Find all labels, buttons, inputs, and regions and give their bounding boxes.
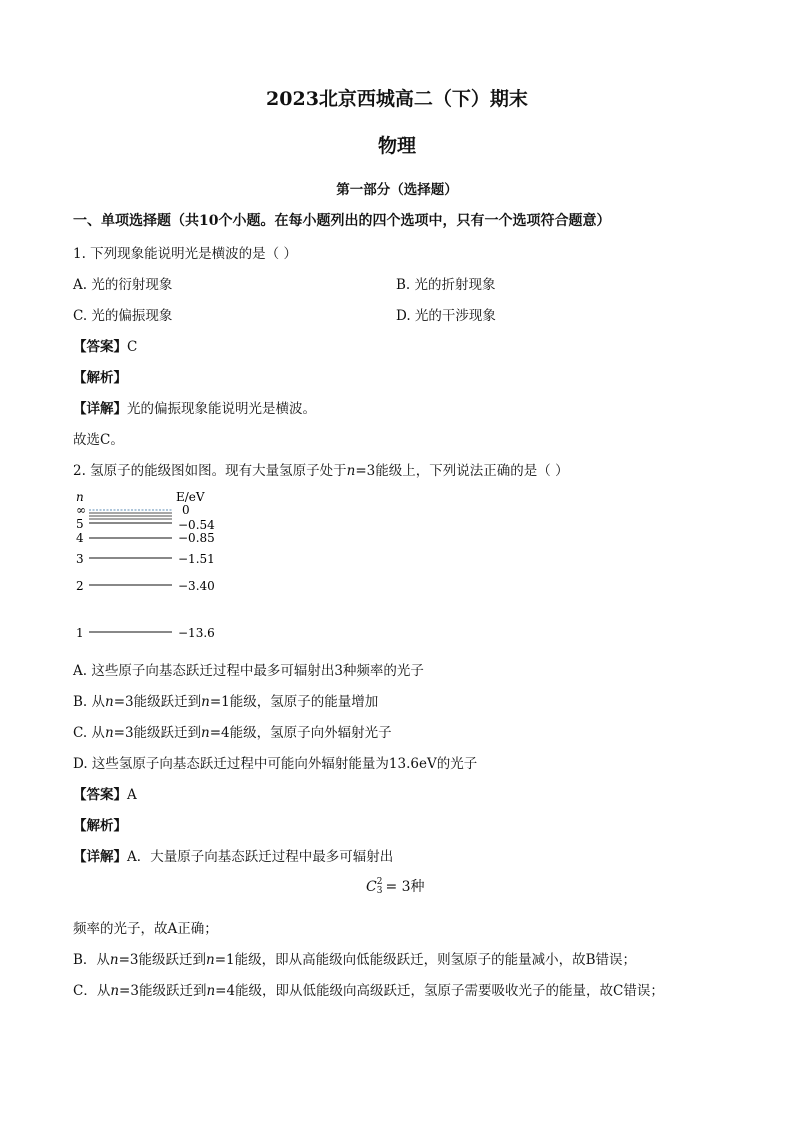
level-e-3: −1.51 (178, 552, 215, 566)
detail-text: =4能级，即从低能级向高级跃迁，氢原子需要吸收光子的能量，故C错误； (215, 983, 664, 999)
level-e-4: −0.85 (178, 531, 215, 545)
detail-var: n (206, 983, 216, 999)
detail-text: =3能级跃迁到 (118, 952, 207, 968)
level-n-5: 5 (76, 517, 84, 531)
energy-level-diagram (70, 486, 230, 646)
level-e-1: −13.6 (178, 626, 215, 640)
detail-text: =1能级，即从高能级向低能级跃迁，则氢原子的能量减小，故B错误； (214, 952, 637, 968)
option-var: n (201, 725, 210, 741)
axis-label-energy: E/eV (176, 490, 205, 504)
detail-tag: 【详解】 (73, 849, 127, 865)
detail-var: n (109, 952, 119, 968)
stem-var: n (346, 463, 356, 479)
answer-tag: 【答案】 (73, 339, 127, 355)
level-n-1: 1 (76, 626, 84, 640)
option-text: =3能级跃迁到 (113, 725, 202, 741)
option-var: n (104, 725, 114, 741)
q2-detail-a2: 频率的光子，故A正确； (73, 921, 218, 937)
option-text: =1能级，氢原子的能量增加 (209, 694, 379, 710)
level-e-5: −0.54 (178, 518, 215, 532)
q1-option-d: D. 光的干涉现象 (396, 308, 496, 324)
detail-var: n (110, 983, 120, 999)
detail-text: C．从 (73, 983, 111, 999)
stem-pre: 2. 氢原子的能级图如图。现有大量氢原子处于 (73, 463, 347, 479)
detail-text: A．大量原子向基态跃迁过程中最多可辐射出 (127, 849, 394, 865)
axis-label-n: n (76, 490, 84, 504)
option-var: n (105, 694, 114, 710)
q2-detail-c (73, 979, 664, 999)
q2-answer (73, 783, 137, 803)
q1-stem: 1. 下列现象能说明光是横波的是（ ） (73, 246, 297, 262)
detail-text: 光的偏振现象能说明光是横波。 (127, 401, 316, 417)
option-var: n (201, 694, 210, 710)
q1-detail (73, 397, 316, 417)
formula-symbol: C (366, 879, 377, 895)
q1-option-b: B. 光的折射现象 (396, 277, 496, 293)
detail-var: n (206, 952, 215, 968)
stem-post: =3能级上，下列说法正确的是（ ） (355, 463, 569, 479)
subject-title: 物理 (377, 135, 416, 157)
option-text: C. 从 (73, 725, 105, 741)
q1-option-c: C. 光的偏振现象 (73, 308, 173, 324)
q2-stem (73, 459, 569, 479)
q1-analysis-tag: 【解析】 (73, 370, 127, 386)
section-heading: 第一部分（选择题） (336, 182, 458, 198)
formula-rhs: = 3种 (385, 879, 425, 895)
detail-text: =3能级跃迁到 (119, 983, 207, 999)
q2-detail-a (73, 845, 393, 865)
option-text: =3能级跃迁到 (113, 694, 202, 710)
level-n-inf: ∞ (76, 503, 86, 517)
answer-value: C (127, 339, 138, 355)
part-heading: 一、单项选择题（共10个小题。在每小题列出的四个选项中，只有一个选项符合题意） (73, 213, 611, 229)
formula-sub: 3 (376, 886, 383, 896)
formula-sup: 2 (376, 877, 383, 887)
q2-detail-b (73, 948, 636, 968)
q2-option-a: A. 这些原子向基态跃迁过程中最多可辐射出3种频率的光子 (73, 663, 424, 679)
level-n-2: 2 (76, 579, 84, 593)
q2-option-d: D. 这些氢原子向基态跃迁过程中可能向外辐射能量为13.6eV的光子 (73, 756, 478, 772)
answer-tag: 【答案】 (73, 787, 127, 803)
document-title: 2023北京西城高二（下）期末 (266, 88, 528, 110)
q1-answer (73, 335, 137, 355)
answer-value: A (127, 787, 137, 803)
level-n-4: 4 (76, 531, 84, 545)
q2-analysis-tag: 【解析】 (73, 818, 127, 834)
level-e-2: −3.40 (178, 579, 215, 593)
detail-tag: 【详解】 (73, 401, 127, 417)
q2-option-c (73, 721, 392, 741)
level-n-3: 3 (76, 552, 84, 566)
option-text: =4能级，氢原子向外辐射光子 (209, 725, 392, 741)
option-text: B. 从 (73, 694, 106, 710)
level-e-inf: 0 (182, 503, 190, 517)
q1-conclusion: 故选C。 (73, 432, 124, 448)
detail-text: B．从 (73, 952, 110, 968)
q2-option-b (73, 690, 378, 710)
q1-option-a: A. 光的衍射现象 (73, 277, 173, 293)
combination-formula (366, 876, 425, 896)
